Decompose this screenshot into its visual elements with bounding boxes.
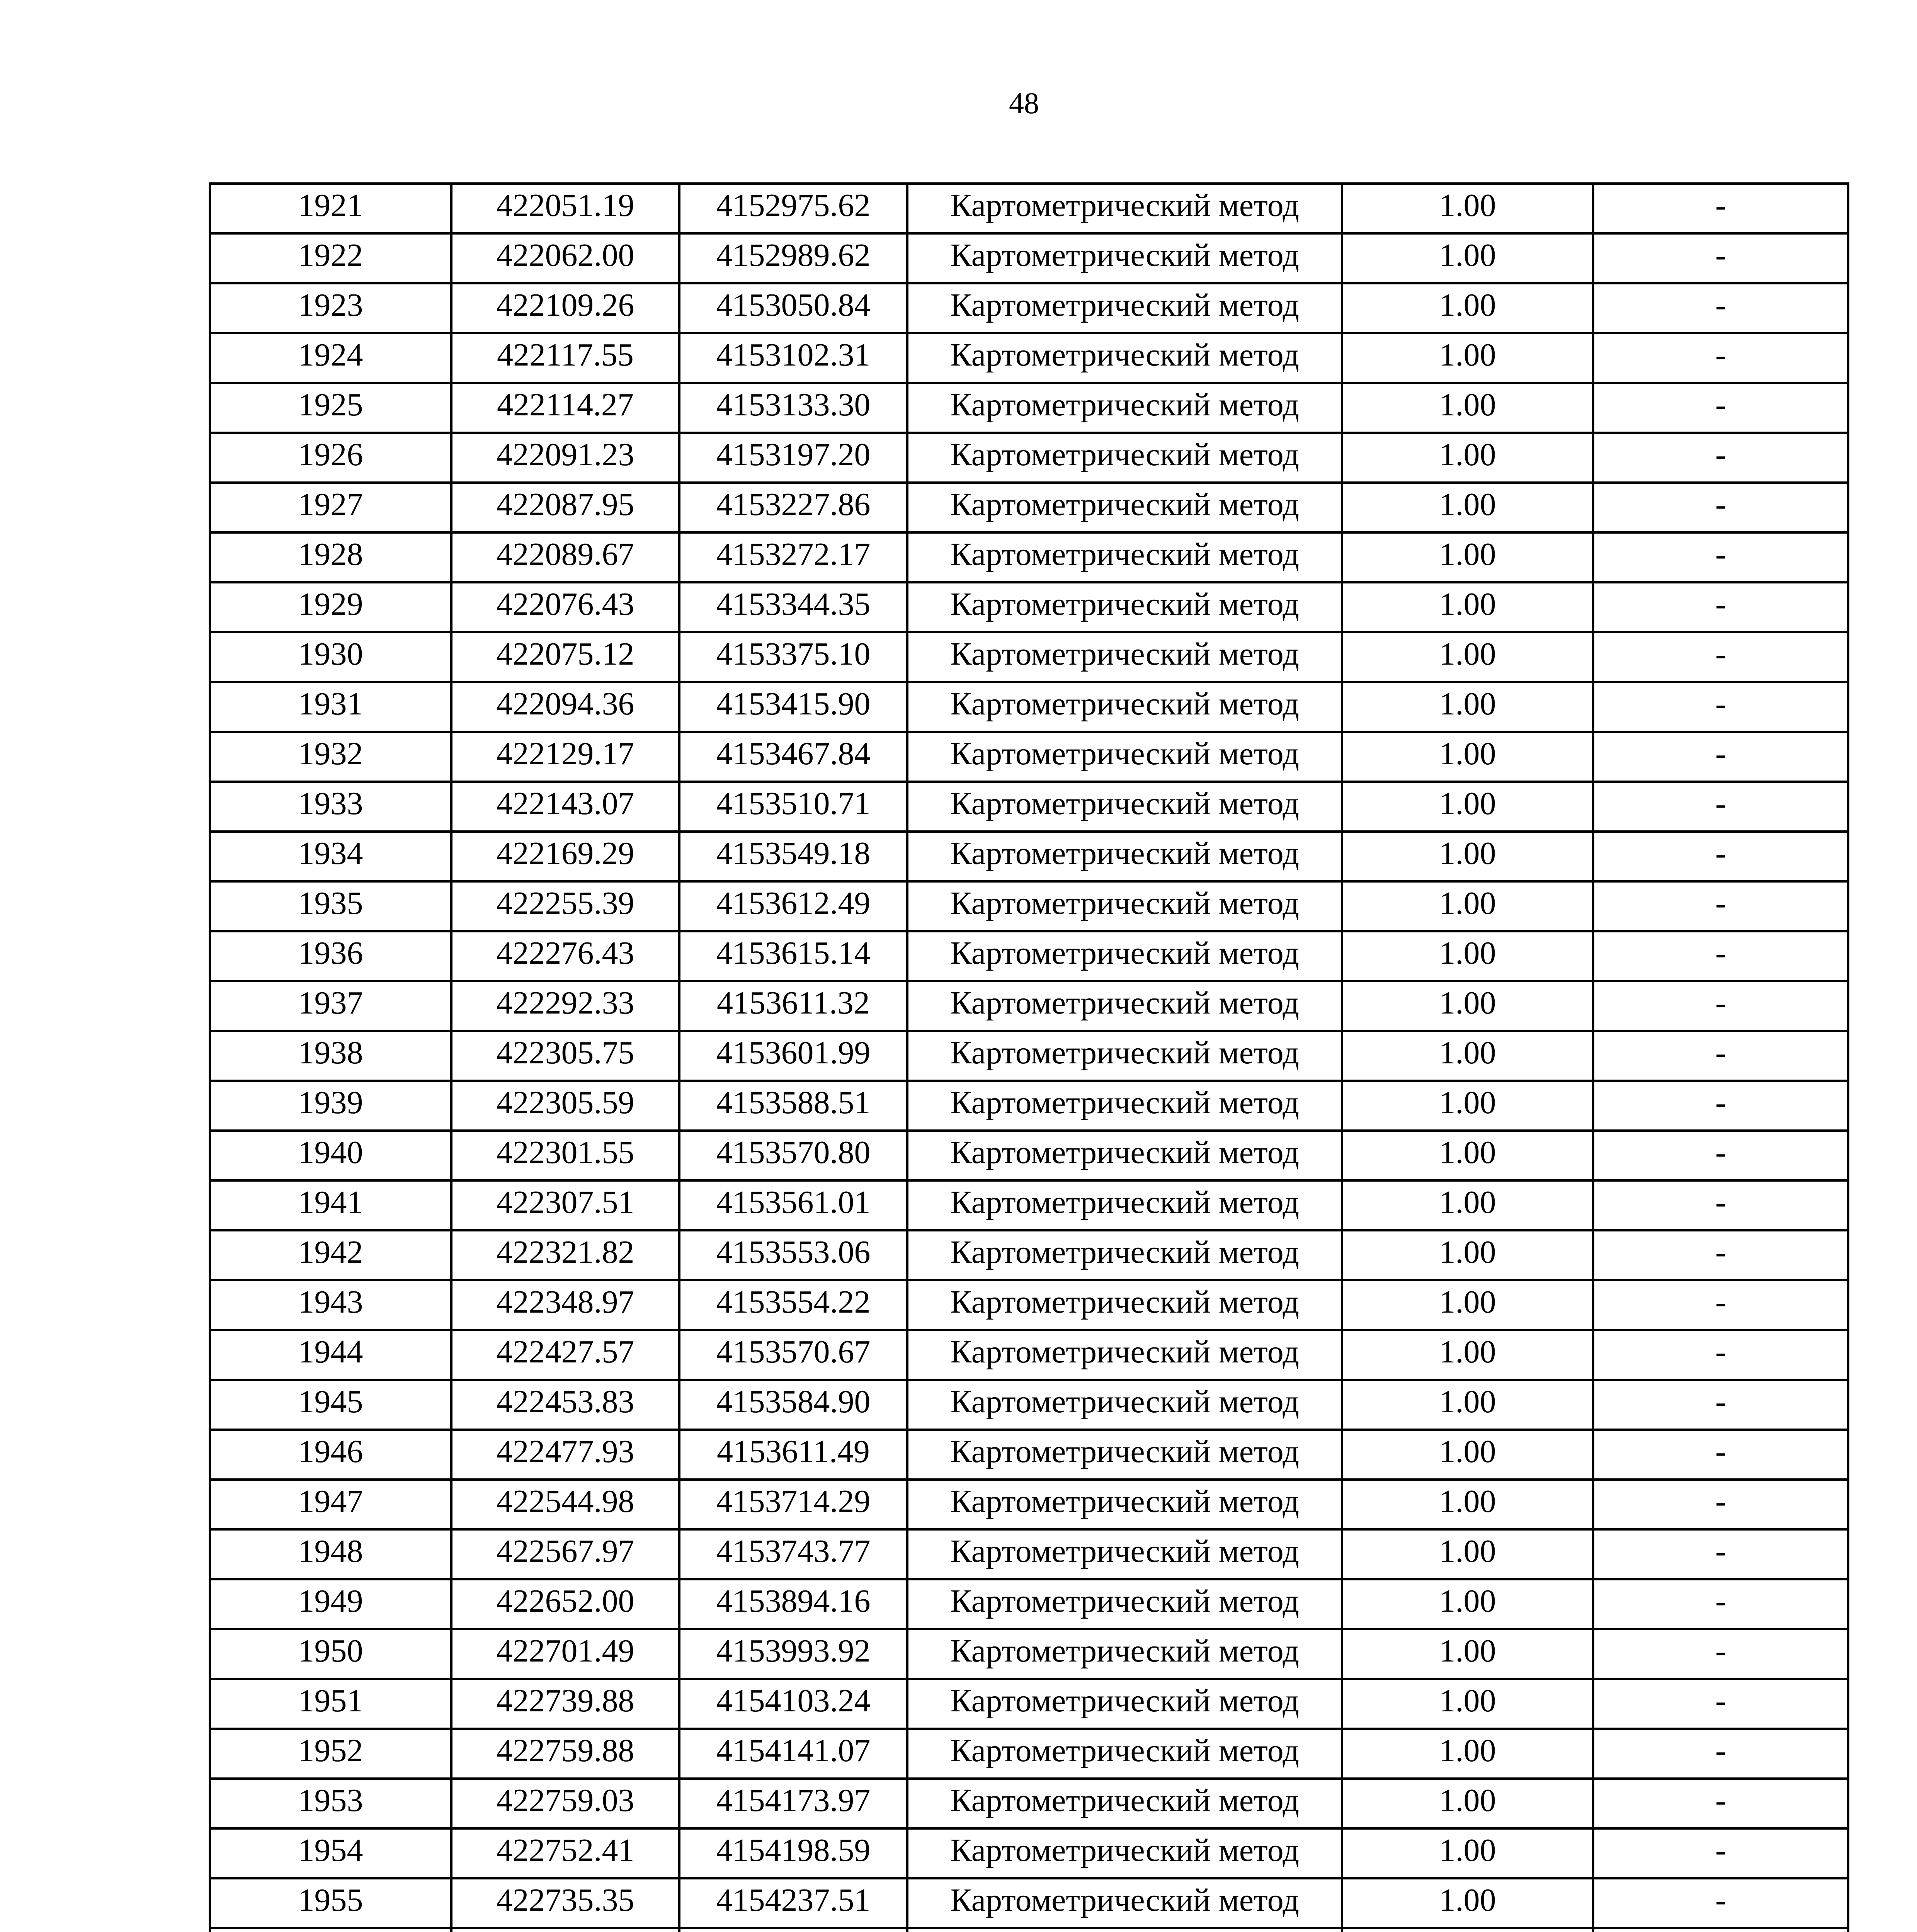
- point-number-cell: 1930: [210, 632, 451, 682]
- x-coordinate-cell: 422759.03: [451, 1779, 679, 1828]
- y-coordinate-cell: 4154103.24: [679, 1679, 907, 1729]
- method-cell: Картометрический метод: [907, 832, 1342, 881]
- precision-cell: 1.00: [1342, 1779, 1593, 1828]
- y-coordinate-cell: 4152989.62: [679, 233, 907, 283]
- description-cell: -: [1593, 1480, 1848, 1529]
- method-cell: Картометрический метод: [907, 682, 1342, 732]
- y-coordinate-cell: 4154237.51: [679, 1878, 907, 1928]
- table-row: [210, 1679, 1848, 1729]
- y-coordinate-cell: 4153102.31: [679, 333, 907, 383]
- description-cell: -: [1593, 532, 1848, 582]
- table-row: [210, 1729, 1848, 1779]
- x-coordinate-cell: 422427.57: [451, 1330, 679, 1380]
- point-number-cell: 1949: [210, 1579, 451, 1629]
- method-cell: Картометрический метод: [907, 1180, 1342, 1230]
- point-number-cell: 1941: [210, 1180, 451, 1230]
- table-row: [210, 1380, 1848, 1430]
- y-coordinate-cell: 4153993.92: [679, 1629, 907, 1679]
- method-cell: [907, 1928, 1342, 1932]
- precision-cell: 1.00: [1342, 981, 1593, 1031]
- description-cell: -: [1593, 383, 1848, 433]
- method-cell: Картометрический метод: [907, 1529, 1342, 1579]
- y-coordinate-cell: 4153467.84: [679, 732, 907, 782]
- table-row: [210, 931, 1848, 981]
- method-cell: Картометрический метод: [907, 1629, 1342, 1679]
- description-cell: -: [1593, 1330, 1848, 1380]
- description-cell: -: [1593, 283, 1848, 333]
- precision-cell: 1.00: [1342, 1529, 1593, 1579]
- table-row: [210, 1330, 1848, 1380]
- point-number-cell: 1944: [210, 1330, 451, 1380]
- y-coordinate-cell: 4153714.29: [679, 1480, 907, 1529]
- description-cell: -: [1593, 981, 1848, 1031]
- method-cell: Картометрический метод: [907, 1031, 1342, 1081]
- y-coordinate-cell: 4154141.07: [679, 1729, 907, 1779]
- coordinates-table-body: [210, 184, 1848, 1932]
- table-row: [210, 1529, 1848, 1579]
- description-cell: -: [1593, 632, 1848, 682]
- y-coordinate-cell: 4153510.71: [679, 782, 907, 832]
- precision-cell: 1.00: [1342, 1579, 1593, 1629]
- precision-cell: 1.00: [1342, 682, 1593, 732]
- point-number-cell: 1955: [210, 1878, 451, 1928]
- point-number-cell: 1948: [210, 1529, 451, 1579]
- x-coordinate-cell: [451, 1928, 679, 1932]
- table-row: [210, 1280, 1848, 1330]
- point-number-cell: 1945: [210, 1380, 451, 1430]
- description-cell: -: [1593, 1679, 1848, 1729]
- point-number-cell: 1946: [210, 1430, 451, 1480]
- method-cell: Картометрический метод: [907, 931, 1342, 981]
- description-cell: -: [1593, 1729, 1848, 1779]
- description-cell: -: [1593, 1828, 1848, 1878]
- y-coordinate-cell: 4153612.49: [679, 881, 907, 931]
- table-row: [210, 283, 1848, 333]
- x-coordinate-cell: 422701.49: [451, 1629, 679, 1679]
- table-row: [210, 582, 1848, 632]
- x-coordinate-cell: 422117.55: [451, 333, 679, 383]
- x-coordinate-cell: 422735.35: [451, 1878, 679, 1928]
- y-coordinate-cell: 4153344.35: [679, 582, 907, 632]
- table-row: [210, 383, 1848, 433]
- y-coordinate-cell: 4153615.14: [679, 931, 907, 981]
- point-number-cell: 1954: [210, 1828, 451, 1878]
- x-coordinate-cell: 422301.55: [451, 1131, 679, 1180]
- precision-cell: 1.00: [1342, 1828, 1593, 1878]
- table-row: [210, 1629, 1848, 1679]
- description-cell: -: [1593, 233, 1848, 283]
- method-cell: Картометрический метод: [907, 1380, 1342, 1430]
- y-coordinate-cell: 4153894.16: [679, 1579, 907, 1629]
- x-coordinate-cell: 422305.59: [451, 1081, 679, 1131]
- table-row: [210, 1779, 1848, 1828]
- table-row: [210, 881, 1848, 931]
- x-coordinate-cell: 422652.00: [451, 1579, 679, 1629]
- description-cell: -: [1593, 1779, 1848, 1828]
- precision-cell: 1.00: [1342, 433, 1593, 483]
- x-coordinate-cell: 422076.43: [451, 582, 679, 632]
- precision-cell: 1.00: [1342, 1230, 1593, 1280]
- x-coordinate-cell: 422292.33: [451, 981, 679, 1031]
- method-cell: Картометрический метод: [907, 283, 1342, 333]
- point-number-cell: 1928: [210, 532, 451, 582]
- y-coordinate-cell: 4153601.99: [679, 1031, 907, 1081]
- table-row: [210, 1480, 1848, 1529]
- x-coordinate-cell: 422114.27: [451, 383, 679, 433]
- method-cell: Картометрический метод: [907, 732, 1342, 782]
- point-number-cell: 1921: [210, 184, 451, 233]
- description-cell: -: [1593, 1579, 1848, 1629]
- method-cell: Картометрический метод: [907, 1878, 1342, 1928]
- x-coordinate-cell: 422305.75: [451, 1031, 679, 1081]
- y-coordinate-cell: 4153570.80: [679, 1131, 907, 1180]
- precision-cell: 1.00: [1342, 1330, 1593, 1380]
- table-row: [210, 1878, 1848, 1928]
- x-coordinate-cell: 422255.39: [451, 881, 679, 931]
- description-cell: -: [1593, 881, 1848, 931]
- description-cell: -: [1593, 1081, 1848, 1131]
- coordinates-table: [209, 182, 1849, 1932]
- point-number-cell: 1925: [210, 383, 451, 433]
- x-coordinate-cell: 422062.00: [451, 233, 679, 283]
- x-coordinate-cell: 422276.43: [451, 931, 679, 981]
- y-coordinate-cell: 4153611.49: [679, 1430, 907, 1480]
- description-cell: -: [1593, 1131, 1848, 1180]
- x-coordinate-cell: 422348.97: [451, 1280, 679, 1330]
- precision-cell: 1.00: [1342, 1280, 1593, 1330]
- method-cell: Картометрический метод: [907, 1280, 1342, 1330]
- x-coordinate-cell: 422453.83: [451, 1380, 679, 1430]
- description-cell: -: [1593, 1878, 1848, 1928]
- table-row: [210, 682, 1848, 732]
- precision-cell: 1.00: [1342, 1629, 1593, 1679]
- point-number-cell: 1934: [210, 832, 451, 881]
- y-coordinate-cell: 4152975.62: [679, 184, 907, 233]
- method-cell: Картометрический метод: [907, 233, 1342, 283]
- method-cell: Картометрический метод: [907, 1679, 1342, 1729]
- description-cell: -: [1593, 582, 1848, 632]
- point-number-cell: 1937: [210, 981, 451, 1031]
- point-number-cell: 1935: [210, 881, 451, 931]
- method-cell: Картометрический метод: [907, 782, 1342, 832]
- y-coordinate-cell: 4153197.20: [679, 433, 907, 483]
- table-row: [210, 532, 1848, 582]
- description-cell: -: [1593, 682, 1848, 732]
- method-cell: Картометрический метод: [907, 1230, 1342, 1280]
- method-cell: Картометрический метод: [907, 1729, 1342, 1779]
- precision-cell: 1.00: [1342, 333, 1593, 383]
- description-cell: -: [1593, 483, 1848, 532]
- method-cell: Картометрический метод: [907, 1131, 1342, 1180]
- precision-cell: 1.00: [1342, 184, 1593, 233]
- page-number: 48: [1009, 86, 1039, 120]
- y-coordinate-cell: 4153561.01: [679, 1180, 907, 1230]
- description-cell: -: [1593, 333, 1848, 383]
- x-coordinate-cell: 422109.26: [451, 283, 679, 333]
- table-row: [210, 483, 1848, 532]
- y-coordinate-cell: 4153549.18: [679, 832, 907, 881]
- x-coordinate-cell: 422091.23: [451, 433, 679, 483]
- point-number-cell: 1926: [210, 433, 451, 483]
- precision-cell: 1.00: [1342, 782, 1593, 832]
- y-coordinate-cell: 4153553.06: [679, 1230, 907, 1280]
- method-cell: Картометрический метод: [907, 184, 1342, 233]
- method-cell: Картометрический метод: [907, 333, 1342, 383]
- precision-cell: 1.00: [1342, 233, 1593, 283]
- table-row: [210, 1928, 1848, 1932]
- method-cell: Картометрический метод: [907, 1430, 1342, 1480]
- point-number-cell: 1951: [210, 1679, 451, 1729]
- point-number-cell: 1927: [210, 483, 451, 532]
- description-cell: -: [1593, 732, 1848, 782]
- y-coordinate-cell: 4153227.86: [679, 483, 907, 532]
- method-cell: Картометрический метод: [907, 582, 1342, 632]
- x-coordinate-cell: 422477.93: [451, 1430, 679, 1480]
- description-cell: -: [1593, 931, 1848, 981]
- precision-cell: 1.00: [1342, 1031, 1593, 1081]
- method-cell: Картометрический метод: [907, 1330, 1342, 1380]
- description-cell: -: [1593, 1430, 1848, 1480]
- precision-cell: 1.00: [1342, 1878, 1593, 1928]
- table-row: [210, 1180, 1848, 1230]
- y-coordinate-cell: 4153588.51: [679, 1081, 907, 1131]
- precision-cell: 1.00: [1342, 483, 1593, 532]
- description-cell: -: [1593, 832, 1848, 881]
- table-row: [210, 732, 1848, 782]
- precision-cell: 1.00: [1342, 732, 1593, 782]
- precision-cell: 1.00: [1342, 881, 1593, 931]
- point-number-cell: 1943: [210, 1280, 451, 1330]
- point-number-cell: 1942: [210, 1230, 451, 1280]
- precision-cell: 1.00: [1342, 1430, 1593, 1480]
- table-row: [210, 1430, 1848, 1480]
- table-row: [210, 632, 1848, 682]
- precision-cell: 1.00: [1342, 532, 1593, 582]
- description-cell: -: [1593, 1529, 1848, 1579]
- x-coordinate-cell: 422089.67: [451, 532, 679, 582]
- precision-cell: 1.00: [1342, 832, 1593, 881]
- point-number-cell: 1953: [210, 1779, 451, 1828]
- method-cell: Картометрический метод: [907, 1081, 1342, 1131]
- point-number-cell: 1947: [210, 1480, 451, 1529]
- x-coordinate-cell: 422094.36: [451, 682, 679, 732]
- description-cell: -: [1593, 1280, 1848, 1330]
- y-coordinate-cell: 4154173.97: [679, 1779, 907, 1828]
- point-number-cell: 1950: [210, 1629, 451, 1679]
- method-cell: Картометрический метод: [907, 433, 1342, 483]
- description-cell: -: [1593, 1230, 1848, 1280]
- method-cell: Картометрический метод: [907, 383, 1342, 433]
- precision-cell: 1.00: [1342, 1131, 1593, 1180]
- point-number-cell: 1922: [210, 233, 451, 283]
- x-coordinate-cell: 422087.95: [451, 483, 679, 532]
- x-coordinate-cell: 422752.41: [451, 1828, 679, 1878]
- y-coordinate-cell: 4153611.32: [679, 981, 907, 1031]
- method-cell: Картометрический метод: [907, 483, 1342, 532]
- point-number-cell: 1938: [210, 1031, 451, 1081]
- y-coordinate-cell: 4153375.10: [679, 632, 907, 682]
- description-cell: [1593, 1928, 1848, 1932]
- method-cell: Картометрический метод: [907, 1480, 1342, 1529]
- method-cell: Картометрический метод: [907, 1579, 1342, 1629]
- precision-cell: 1.00: [1342, 283, 1593, 333]
- table-row: [210, 1031, 1848, 1081]
- description-cell: -: [1593, 782, 1848, 832]
- table-row: [210, 1131, 1848, 1180]
- point-number-cell: 1933: [210, 782, 451, 832]
- table-row: [210, 981, 1848, 1031]
- y-coordinate-cell: [679, 1928, 907, 1932]
- precision-cell: 1.00: [1342, 1380, 1593, 1430]
- table-row: [210, 433, 1848, 483]
- x-coordinate-cell: 422075.12: [451, 632, 679, 682]
- x-coordinate-cell: 422307.51: [451, 1180, 679, 1230]
- x-coordinate-cell: 422544.98: [451, 1480, 679, 1529]
- x-coordinate-cell: 422739.88: [451, 1679, 679, 1729]
- precision-cell: 1.00: [1342, 1679, 1593, 1729]
- point-number-cell: 1923: [210, 283, 451, 333]
- x-coordinate-cell: 422321.82: [451, 1230, 679, 1280]
- x-coordinate-cell: 422129.17: [451, 732, 679, 782]
- point-number-cell: 1936: [210, 931, 451, 981]
- precision-cell: 1.00: [1342, 383, 1593, 433]
- method-cell: Картометрический метод: [907, 1779, 1342, 1828]
- table-row: [210, 782, 1848, 832]
- y-coordinate-cell: 4153584.90: [679, 1380, 907, 1430]
- y-coordinate-cell: 4153554.22: [679, 1280, 907, 1330]
- table-row: [210, 1230, 1848, 1280]
- point-number-cell: 1929: [210, 582, 451, 632]
- description-cell: -: [1593, 184, 1848, 233]
- precision-cell: 1.00: [1342, 1180, 1593, 1230]
- description-cell: -: [1593, 1629, 1848, 1679]
- y-coordinate-cell: 4153272.17: [679, 532, 907, 582]
- precision-cell: 1.00: [1342, 1480, 1593, 1529]
- point-number-cell: 1952: [210, 1729, 451, 1779]
- y-coordinate-cell: 4154198.59: [679, 1828, 907, 1878]
- table-row: [210, 333, 1848, 383]
- y-coordinate-cell: 4153743.77: [679, 1529, 907, 1579]
- precision-cell: 1.00: [1342, 931, 1593, 981]
- point-number-cell: 1931: [210, 682, 451, 732]
- x-coordinate-cell: 422051.19: [451, 184, 679, 233]
- precision-cell: 1.00: [1342, 632, 1593, 682]
- method-cell: Картометрический метод: [907, 532, 1342, 582]
- x-coordinate-cell: 422567.97: [451, 1529, 679, 1579]
- precision-cell: 1.00: [1342, 582, 1593, 632]
- description-cell: -: [1593, 433, 1848, 483]
- y-coordinate-cell: 4153415.90: [679, 682, 907, 732]
- point-number-cell: [210, 1928, 451, 1932]
- precision-cell: 1.00: [1342, 1081, 1593, 1131]
- table-row: [210, 1081, 1848, 1131]
- table-row: [210, 184, 1848, 233]
- y-coordinate-cell: 4153570.67: [679, 1330, 907, 1380]
- precision-cell: 1.00: [1342, 1729, 1593, 1779]
- table-row: [210, 1579, 1848, 1629]
- method-cell: Картометрический метод: [907, 881, 1342, 931]
- method-cell: Картометрический метод: [907, 632, 1342, 682]
- x-coordinate-cell: 422143.07: [451, 782, 679, 832]
- method-cell: Картометрический метод: [907, 1828, 1342, 1878]
- point-number-cell: 1939: [210, 1081, 451, 1131]
- description-cell: -: [1593, 1180, 1848, 1230]
- point-number-cell: 1940: [210, 1131, 451, 1180]
- description-cell: -: [1593, 1380, 1848, 1430]
- precision-cell: [1342, 1928, 1593, 1932]
- method-cell: Картометрический метод: [907, 981, 1342, 1031]
- y-coordinate-cell: 4153050.84: [679, 283, 907, 333]
- table-row: [210, 233, 1848, 283]
- y-coordinate-cell: 4153133.30: [679, 383, 907, 433]
- point-number-cell: 1932: [210, 732, 451, 782]
- x-coordinate-cell: 422169.29: [451, 832, 679, 881]
- table-row: [210, 1828, 1848, 1878]
- x-coordinate-cell: 422759.88: [451, 1729, 679, 1779]
- description-cell: -: [1593, 1031, 1848, 1081]
- point-number-cell: 1924: [210, 333, 451, 383]
- table-row: [210, 832, 1848, 881]
